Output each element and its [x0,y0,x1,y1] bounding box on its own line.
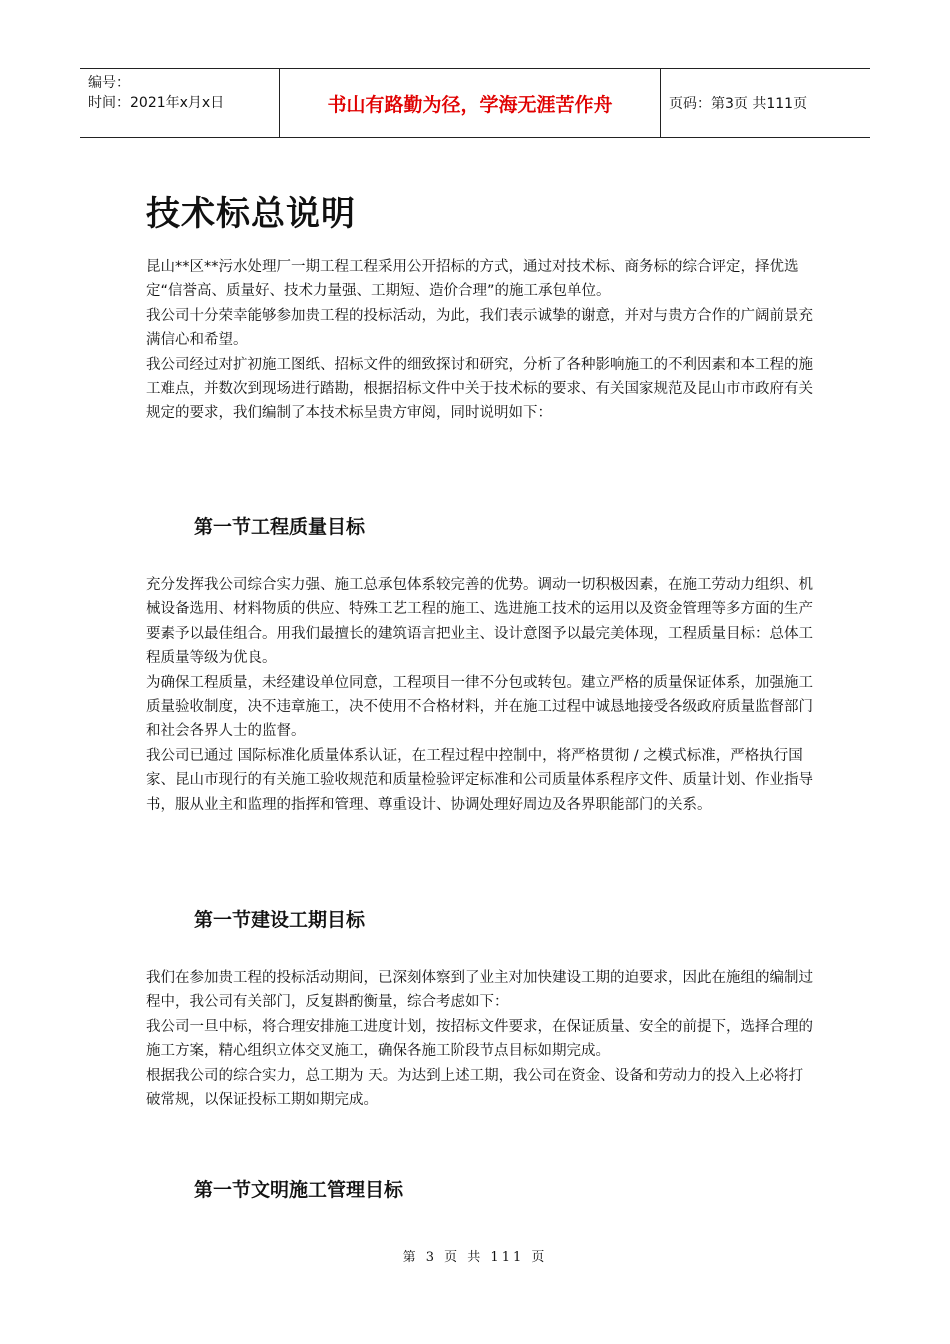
time-label: 时间：2021年x月x日 [88,95,225,111]
header-motto: 书山有路勤为径，学海无涯苦作舟 [280,69,661,137]
section-paragraph: 为确保工程质量，未经建设单位同意，工程项目一律不分包或转包。建立严格的质量保证体系，加强施工质量验收制度，决不违章施工，决不使用不合格材料，并在施工过程中诚恳地接受各级政府质量监督部门和社会各界人士的监督。 [146,674,813,740]
intro-paragraph: 昆山**区**污水处理厂一期工程工程采用公开招标的方式，通过对技术标、商务标的综合评定，择优选定“信誉高、质量好、技术力量强、工期短、造价合理”的施工承包单位。 [146,259,799,300]
intro-block [146,255,816,426]
section-heading-quality: 第一节工程质量目标 [194,516,366,538]
section-paragraph: 根据我公司的综合实力，总工期为 天。为达到上述工期，我公司在资金、设备和劳动力的投入上必将打破常规，以保证投标工期如期完成。 [146,1067,804,1109]
page-footer: 第 3 页 共 111 页 [402,1250,548,1265]
section-paragraph: 充分发挥我公司综合实力强、施工总承包体系较完善的优势。调动一切积极因素，在施工劳动力组织、机械设备选用、材料物质的供应、特殊工艺工程的施工、选进施工技术的运用以及资金管理等多方面的生产要素予以最佳组合。用我们最擅长的建筑语言把业主、设计意图予以最完美体现，工程质量目标：总体工程质量等级为优良。 [146,577,813,667]
document-title: 技术标总说明 [146,194,356,234]
page-header [80,68,870,138]
section-paragraph: 我们在参加贵工程的投标活动期间，已深刻体察到了业主对加快建设工期的迫要求，因此在施组的编制过程中，我公司有关部门，反复斟酌衡量，综合考虑如下： [146,970,813,1011]
number-label: 编号： [88,75,130,91]
section-paragraph: 我公司一旦中标，将合理安排施工进度计划，按招标文件要求，在保证质量、安全的前提下，选择合理的施工方案，精心组织立体交叉施工，确保各施工阶段节点目标如期完成。 [146,1018,813,1060]
header-page-code: 页码：第3页 共111页 [669,96,808,112]
header-meta [80,69,280,137]
section-body-quality [146,573,816,817]
section-body-schedule [146,966,816,1112]
section-heading-schedule: 第一节建设工期目标 [194,909,366,931]
section-paragraph: 我公司已通过 国际标准化质量体系认证，在工程过程中控制中，将严格贯彻 / 之模式标准，严格执行国家、昆山市现行的有关施工验收规范和质量检验评定标准和公司质量体系程序文件、质量计划、作业指导书，服从业主和监理的指挥和管理、尊重设计、协调处理好周边及各界职能部门的关系。 [146,747,813,813]
section-heading-civilized: 第一节文明施工管理目标 [194,1179,404,1201]
intro-paragraph: 我公司十分荣幸能够参加贵工程的投标活动，为此，我们表示诚挚的谢意，并对与贵方合作的广阔前景充满信心和希望。 [146,307,813,349]
intro-paragraph: 我公司经过对扩初施工图纸、招标文件的细致探讨和研究，分析了各种影响施工的不利因素和本工程的施工难点，并数次到现场进行踏勘，根据招标文件中关于技术标的要求、有关国家规范及昆山市市政府有关规定的要求，我们编制了本技术标呈贵方审阅，同时说明如下： [146,356,813,422]
